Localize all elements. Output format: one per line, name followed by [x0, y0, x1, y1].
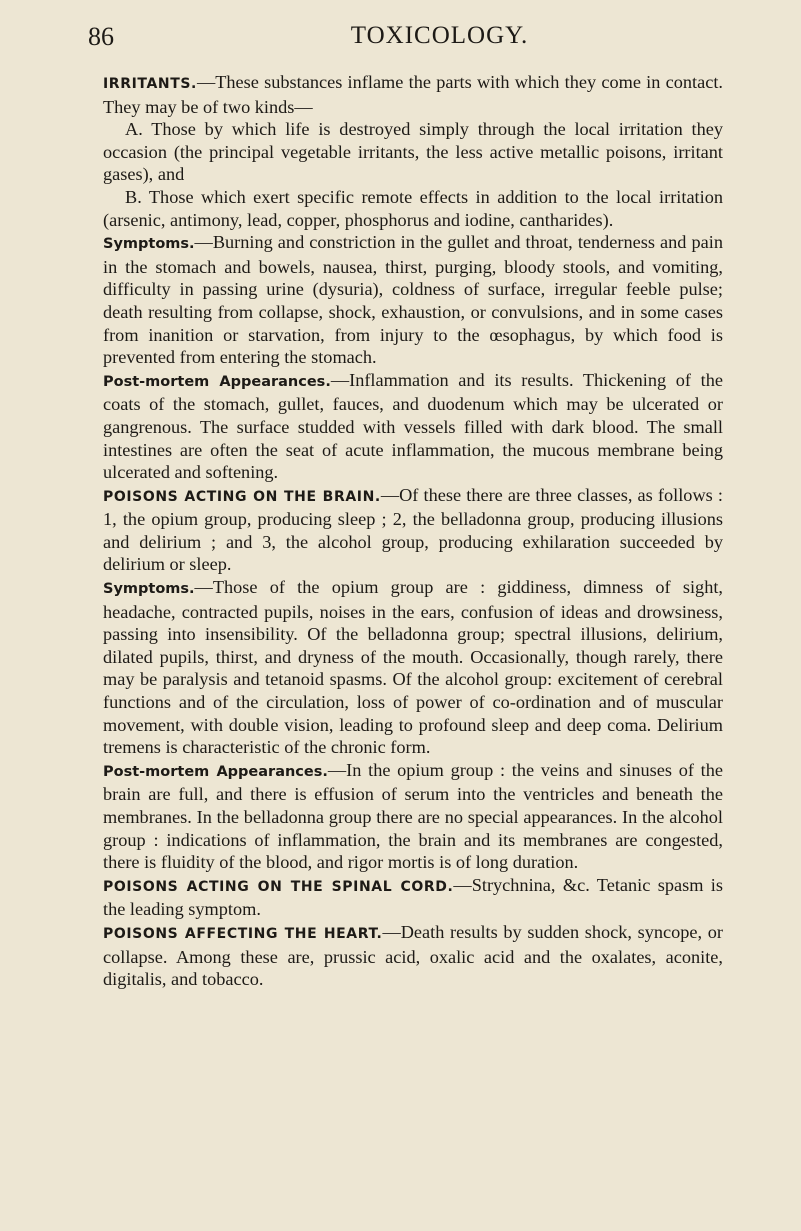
paragraph-text: A. Those by which life is destroyed simply through the local irritation they occasion (the principal vegetable irritants, the less active metallic poisons, irritant gases), and: [103, 119, 723, 185]
paragraph-text: —Inflammation and its results. Thickening of the coats of the stomach, gullet, fauces, and duodenum which may be ulcerated or gangrenous. The surface studded with vessels filled with dark blood. The small intestines are often the seat of acute inflammation, the mucous membrane being ulcerated and softening.: [103, 369, 723, 483]
paragraph-text: —Of these there are three classes, as follows : 1, the opium group, producing sleep ; 2, the belladonna group, producing illusions and delirium ; and 3, the alcohol group, producing exhilaration succeeded by delirium or sleep.: [103, 484, 723, 575]
paragraph-heart: [103, 921, 723, 991]
page-number: 86: [88, 22, 114, 51]
section-heading: POISONS ACTING ON THE SPINAL CORD.: [103, 878, 454, 895]
paragraph-text: B. Those which exert specific remote effects in addition to the local irritation (arsenic, antimony, lead, copper, phosphorus and iodine, cantharides).: [103, 186, 723, 230]
subsection-heading: Post-mortem Appearances.: [103, 373, 331, 390]
subsection-heading: Symptoms.: [103, 581, 195, 598]
paragraph-text: —Burning and constriction in the gullet and throat, tenderness and pain in the stomach and bowels, nausea, thirst, purging, bloody stools, and vomiting, difficulty in passing urine (dysuria), coldness of surface, irregular feeble pulse; death resulting from collapse, shock, exhaustion, or convulsions, and in some cases from inanition or starvation, from injury to the œsophagus, by which food is prevented from entering the stomach.: [103, 232, 723, 368]
paragraph-brain-post-mortem: [103, 759, 723, 874]
running-title: TOXICOLOGY.: [350, 22, 529, 49]
paragraph-irritant-symptoms: [103, 231, 723, 369]
paragraph-brain-poisons: [103, 484, 723, 576]
paragraph-text: —Death results by sudden shock, syncope, or collapse. Among these are, prussic acid, oxalic acid and the oxalates, aconite, digitalis, and tobacco.: [103, 921, 723, 990]
section-heading: POISONS ACTING ON THE BRAIN.: [103, 488, 381, 505]
paragraph-irritants: [103, 71, 723, 118]
page-header: [88, 22, 741, 56]
paragraph-text: —These substances inflame the parts with which they come in contact. They may be of two kinds—: [103, 72, 723, 117]
body-text: [103, 71, 723, 991]
subsection-heading: Post-mortem Appearances.: [103, 763, 328, 780]
paragraph-text: —Strychnina, &c. Tetanic spasm is the leading symptom.: [103, 874, 723, 920]
section-heading: IRRITANTS.: [103, 76, 197, 92]
paragraph-class-a: [103, 118, 723, 186]
paragraph-text: —In the opium group : the veins and sinuses of the brain are full, and there is effusion of serum into the ventricles and beneath the membranes. In the belladonna group there are no special appearances. In the alcohol group : indications of inflammation, the brain and its membranes are congested, there is fluidity of the blood, and rigor mortis is of long duration.: [103, 759, 723, 873]
paragraph-text: —Those of the opium group are : giddiness, dimness of sight, headache, contracted pupils, noises in the ears, confusion of ideas and drowsiness, passing into insensibility. Of the belladonna group; spectral illusions, delirium, dilated pupils, thirst, and dryness of the mouth. Occasionally, though rarely, there may be paralysis and tetanoid spasms. Of the alcohol group: excitement of cerebral functions and of the circulation, loss of power of co-ordination and of muscular movement, with double vision, leading to profound sleep and deep coma. Delirium tremens is characteristic of the chronic form.: [103, 577, 723, 758]
subsection-heading: Symptoms.: [103, 236, 195, 253]
paragraph-brain-symptoms: [103, 576, 723, 759]
paragraph-irritant-post-mortem: [103, 369, 723, 484]
paragraph-class-b: [103, 186, 723, 231]
section-heading: POISONS AFFECTING THE HEART.: [103, 925, 383, 942]
paragraph-spinal-cord: [103, 874, 723, 921]
